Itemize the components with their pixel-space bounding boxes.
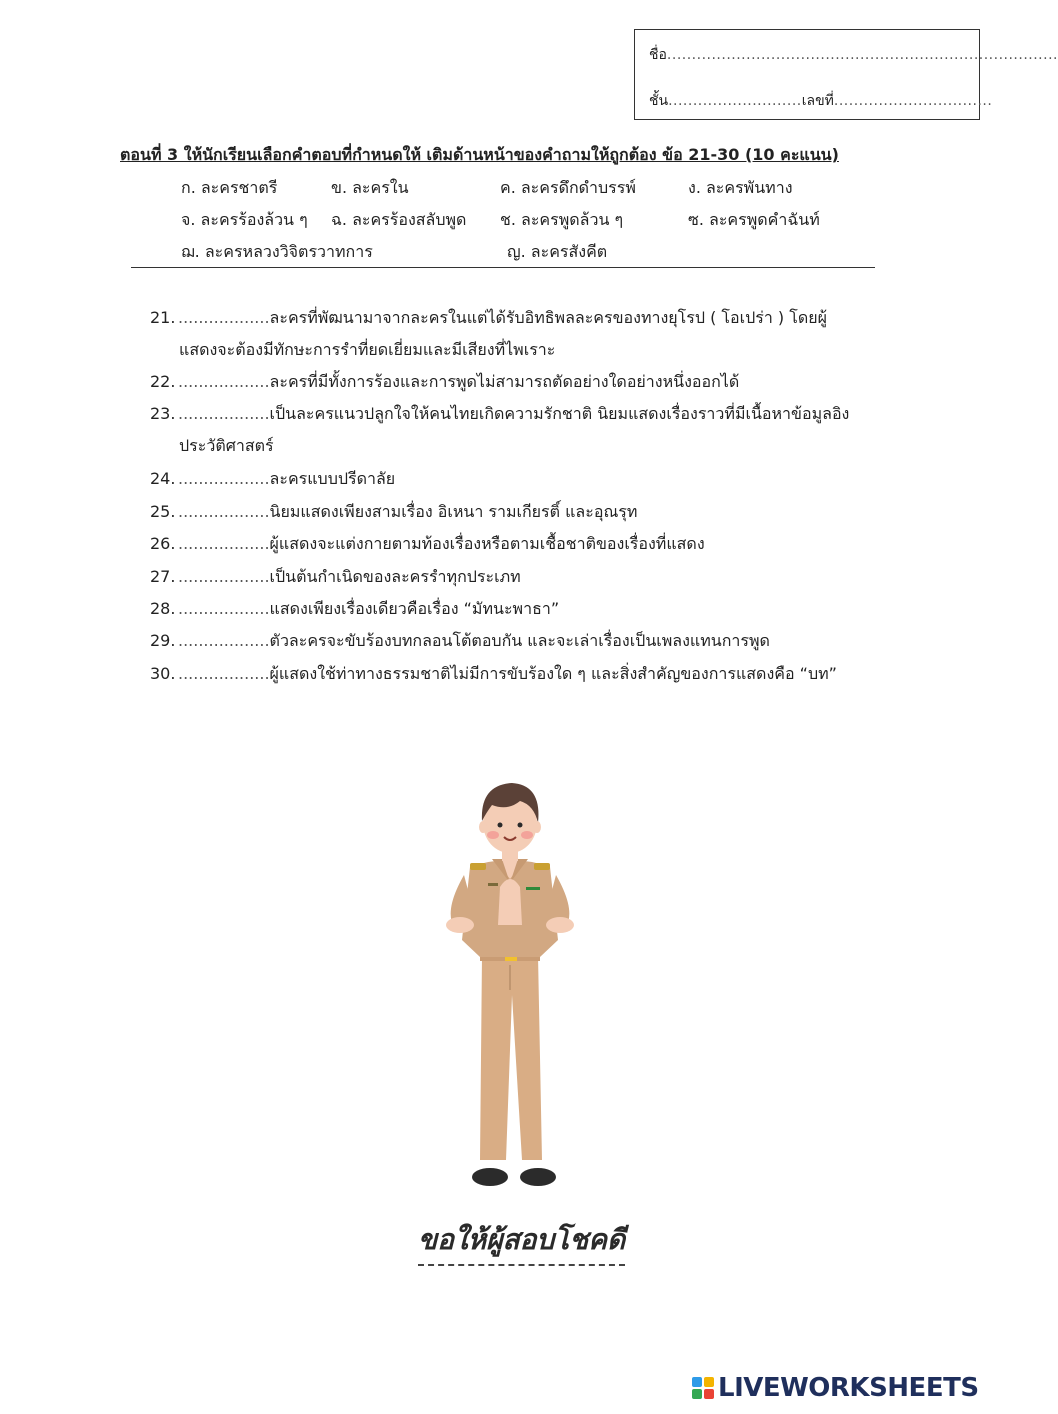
question-number: 24. <box>150 469 176 488</box>
choice-item: จ. ละครร้องล้วน ๆ <box>181 210 308 229</box>
question-number: 23. <box>150 404 176 423</box>
question-23 <box>150 402 849 427</box>
divider-line <box>131 267 875 268</box>
name-field[interactable]: ............................................................................... <box>666 47 1058 63</box>
question-22 <box>150 370 739 395</box>
question-24 <box>150 467 395 492</box>
teacher-illustration <box>430 775 590 1195</box>
question-23-continued: ประวัติศาสตร์ <box>179 436 274 455</box>
question-21-continued: แสดงจะต้องมีทักษะการรำที่ยดเยี่ยมและมีเสียงที่ไพเราะ <box>179 340 556 359</box>
question-28 <box>150 597 559 622</box>
question-number: 27. <box>150 567 176 586</box>
question-text: ตัวละครจะขับร้องบทกลอนโต้ตอบกัน และจะเล่าเรื่องเป็นเพลงแทนการพูด <box>269 631 770 650</box>
choice-item: ข. ละครใน <box>331 178 409 197</box>
question-29 <box>150 629 770 654</box>
choice-item: ซ. ละครพูดคำฉันท์ <box>688 210 820 229</box>
name-line <box>649 44 1058 66</box>
answer-blank[interactable]: .................. <box>178 469 270 488</box>
question-number: 29. <box>150 631 176 650</box>
question-text: นิยมแสดงเพียงสามเรื่อง อิเหนา รามเกียรติ์ และอุณรุท <box>269 502 638 521</box>
question-text: ละครแบบปรีดาลัย <box>269 469 396 488</box>
question-text: เป็นต้นกำเนิดของละครรำทุกประเภท <box>269 567 521 586</box>
question-number: 26. <box>150 534 176 553</box>
choice-item: ฉ. ละครร้องสลับพูด <box>331 210 467 229</box>
answer-blank[interactable]: .................. <box>178 664 270 683</box>
answer-blank[interactable]: .................. <box>178 567 270 586</box>
question-number: 25. <box>150 502 176 521</box>
question-30 <box>150 662 837 687</box>
choice-item: ง. ละครพันทาง <box>688 178 793 197</box>
answer-blank[interactable]: .................. <box>178 599 270 618</box>
choice-item: ฌ. ละครหลวงวิจิตรวาทการ <box>181 242 373 261</box>
class-label: ชั้น <box>649 93 669 109</box>
answer-blank[interactable]: .................. <box>178 534 270 553</box>
number-label: เลขที่ <box>801 93 834 109</box>
question-text: เป็นละครแนวปลูกใจให้คนไทยเกิดความรักชาติ นิยมแสดงเรื่องราวที่มีเนื้อหาข้อมูลอิง <box>269 404 850 423</box>
name-label: ชื่อ <box>649 47 667 63</box>
question-text: แสดงเพียงเรื่องเดียวคือเรื่อง “มัทนะพาธา” <box>269 599 560 618</box>
choice-item: ค. ละครดึกดำบรรพ์ <box>500 178 636 197</box>
answer-blank[interactable]: .................. <box>178 372 270 391</box>
student-info-box <box>634 29 1058 120</box>
brand-name: LIVEWORKSHEETS <box>718 1373 979 1403</box>
question-text: ละครที่พัฒนามาจากละครในแต่ได้รับอิทธิพลละครของทางยุโรป ( โอเปร่า ) โดยผู้ <box>269 308 827 327</box>
number-field[interactable]: ................................ <box>833 93 993 109</box>
question-26 <box>150 532 705 557</box>
choice-item: ช. ละครพูดล้วน ๆ <box>500 210 624 229</box>
question-number: 30. <box>150 664 176 683</box>
good-luck-text: ขอให้ผู้สอบโชคดี <box>418 1218 625 1266</box>
question-27 <box>150 565 521 590</box>
question-text: ผู้แสดงใช้ท่าทางธรรมชาติไม่มีการขับร้องใด ๆ และสิ่งสำคัญของการแสดงคือ “บท” <box>269 664 837 683</box>
question-21 <box>150 306 827 331</box>
answer-blank[interactable]: .................. <box>178 631 270 650</box>
choice-item: ก. ละครชาตรี <box>181 178 278 197</box>
answer-blank[interactable]: .................. <box>178 502 270 521</box>
question-number: 28. <box>150 599 176 618</box>
class-field[interactable]: ........................... <box>668 93 802 109</box>
question-number: 22. <box>150 372 176 391</box>
liveworksheets-logo[interactable] <box>692 1373 979 1403</box>
choice-item: ญ. ละครสังคีต <box>507 242 608 261</box>
logo-grid-icon <box>692 1377 714 1399</box>
question-number: 21. <box>150 308 176 327</box>
question-text: ผู้แสดงจะแต่งกายตามท้องเรื่องหรือตามเชื้อชาติของเรื่องที่แสดง <box>269 534 705 553</box>
question-25 <box>150 500 637 525</box>
answer-blank[interactable]: .................. <box>178 308 270 327</box>
section-heading: ตอนที่ 3 ให้นักเรียนเลือกคำตอบที่กำหนดให้ เติมด้านหน้าของคำถามให้ถูกต้อง ข้อ 21-30 (10 คะแนน) <box>120 145 839 164</box>
answer-blank[interactable]: .................. <box>178 404 270 423</box>
question-text: ละครที่มีทั้งการร้องและการพูดไม่สามารถตัดอย่างใดอย่างหนึ่งออกได้ <box>269 372 740 391</box>
class-number-line <box>649 90 992 112</box>
